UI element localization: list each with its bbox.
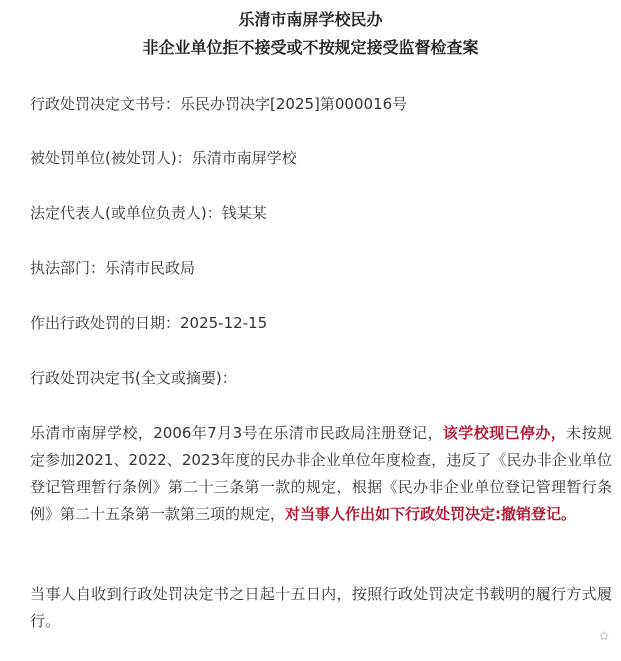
decision-body-text-c: 未按规定参加2021、2022、2023年度的民办非企业单位年度检查，违反了《民办非企业单位登记管理暂行条例》第二十三条第一款的规定，根据《民办非企业单位登记管理暂行条例》第二十五条第一款第三项的规定，: [30, 424, 612, 523]
legal-representative-field: 法定代表人(或单位负责人)：钱某某: [30, 204, 267, 222]
document-title-line-1: 乐清市南屏学校民办: [238, 10, 383, 29]
watermark-logo: ✿: [598, 629, 609, 643]
penalized-party-field: 被处罚单位(被处罚人)：乐清市南屏学校: [30, 149, 297, 167]
document-title-line-2: 非企业单位拒不接受或不按规定接受监督检查案: [142, 38, 479, 57]
decision-highlight-closed: 该学校现已停办，: [442, 424, 567, 442]
fulfillment-paragraph: 当事人自收到行政处罚决定书之日起十五日内，按照行政处罚决定书载明的履行方式履行。: [30, 585, 612, 630]
decision-date-field: 作出行政处罚的日期：2025-12-15: [30, 314, 268, 332]
enforcement-department-field: 执法部门：乐清市民政局: [30, 259, 196, 277]
decision-number-field: 行政处罚决定文书号：乐民办罚决字[2025]第000016号: [30, 95, 408, 113]
decision-highlight-penalty: 对当事人作出如下行政处罚决定:撤销登记。: [285, 505, 577, 523]
decision-heading: 行政处罚决定书(全文或摘要)：: [30, 369, 237, 387]
decision-body-text-a: 乐清市南屏学校，2006年7月3号在乐清市民政局注册登记，: [30, 424, 443, 442]
decision-body-paragraph: [30, 420, 612, 528]
